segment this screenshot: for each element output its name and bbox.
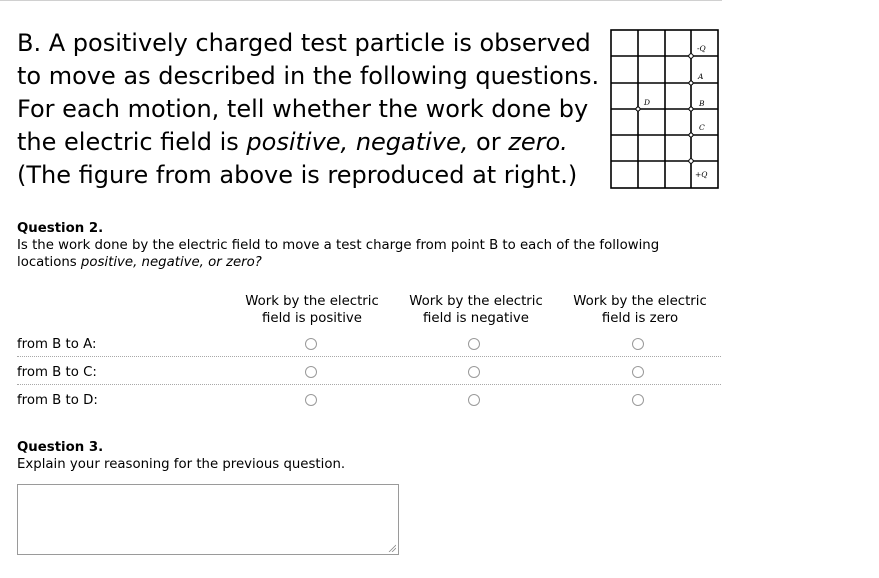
question3-text: Explain your reasoning for the previous question. bbox=[17, 457, 346, 472]
column-header-line2: field is positive bbox=[262, 311, 362, 326]
column-header-line1: Work by the electric bbox=[409, 294, 543, 309]
question3-block bbox=[17, 439, 617, 473]
point-b bbox=[689, 107, 693, 111]
question2-title: Question 2. bbox=[17, 221, 104, 236]
column-header-line1: Work by the electric bbox=[245, 294, 379, 309]
label-pos-charge: +Q bbox=[695, 170, 708, 179]
column-header-positive bbox=[232, 293, 392, 327]
grid-lines bbox=[611, 30, 718, 188]
intro-option-negative: negative, bbox=[355, 128, 469, 156]
point-c bbox=[689, 133, 693, 137]
reasoning-textarea[interactable] bbox=[17, 484, 399, 555]
row-label-b-to-d: from B to D: bbox=[17, 393, 98, 408]
pos-charge-point bbox=[689, 159, 693, 163]
radio-b-to-d-positive[interactable] bbox=[305, 394, 317, 406]
row-separator bbox=[17, 356, 721, 357]
radio-b-to-c-negative[interactable] bbox=[468, 366, 480, 378]
intro-lead: B. A positively charged test particle is observed to move as described in the following questions. For each motion, tell whether the work done by the electric field is bbox=[17, 29, 600, 156]
resize-grip-icon[interactable] bbox=[388, 544, 396, 552]
label-a: A bbox=[698, 72, 704, 81]
charge-grid-figure bbox=[610, 28, 720, 190]
intro-tail: (The figure from above is reproduced at right.) bbox=[17, 161, 578, 189]
intro-option-zero: zero. bbox=[508, 128, 568, 156]
row-separator bbox=[17, 384, 721, 385]
radio-b-to-c-zero[interactable] bbox=[632, 366, 644, 378]
radio-b-to-a-negative[interactable] bbox=[468, 338, 480, 350]
radio-b-to-d-zero[interactable] bbox=[632, 394, 644, 406]
intro-option-positive: positive, bbox=[246, 128, 349, 156]
radio-b-to-a-zero[interactable] bbox=[632, 338, 644, 350]
radio-b-to-d-negative[interactable] bbox=[468, 394, 480, 406]
neg-charge-point bbox=[689, 54, 693, 58]
column-header-zero bbox=[560, 293, 720, 327]
question3-title: Question 3. bbox=[17, 440, 104, 455]
radio-b-to-c-positive[interactable] bbox=[305, 366, 317, 378]
intro-connector: or bbox=[468, 128, 509, 156]
row-label-b-to-a: from B to A: bbox=[17, 337, 97, 352]
question2-text-italic: positive, negative, or zero? bbox=[80, 255, 262, 270]
column-header-line2: field is negative bbox=[423, 311, 529, 326]
label-d: D bbox=[644, 98, 651, 107]
column-header-line2: field is zero bbox=[601, 311, 679, 326]
radio-b-to-a-positive[interactable] bbox=[305, 338, 317, 350]
row-label-b-to-c: from B to C: bbox=[17, 365, 97, 380]
intro-paragraph bbox=[17, 27, 607, 192]
label-c: C bbox=[699, 123, 705, 132]
top-divider bbox=[0, 0, 722, 1]
point-d bbox=[636, 107, 640, 111]
question2-block bbox=[17, 220, 697, 271]
question2-text bbox=[17, 237, 697, 271]
point-a bbox=[689, 81, 693, 85]
label-neg-charge: -Q bbox=[697, 44, 706, 53]
column-header-negative bbox=[396, 293, 556, 327]
question2-text-plain: Is the work done by the electric field to move a test charge from point B to each of the following locations bbox=[17, 238, 660, 270]
label-b: B bbox=[699, 99, 705, 108]
column-header-line1: Work by the electric bbox=[573, 294, 707, 309]
